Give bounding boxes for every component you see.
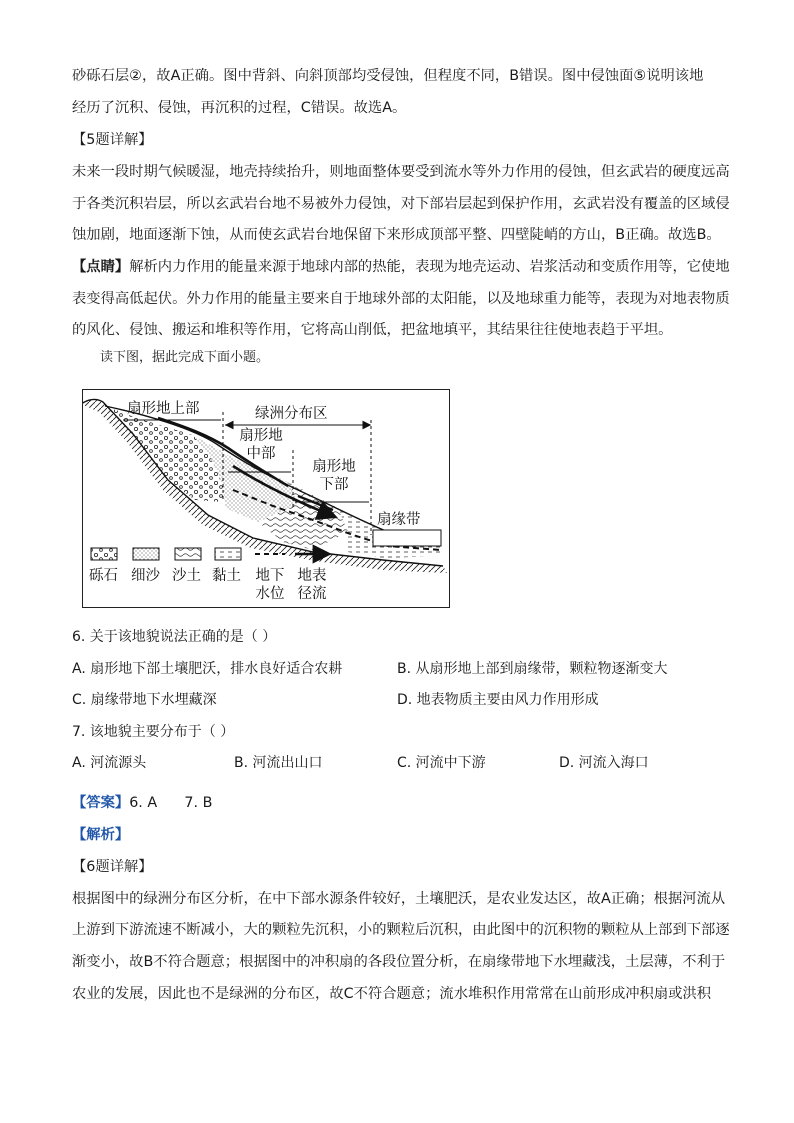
label-fan-upper: 扇形地上部 bbox=[127, 401, 200, 417]
text-line: 渐变小，故B不符合题意；根据图中的冲积扇的各段位置分析，在扇缘带地下水埋藏浅，土层薄，不利于 bbox=[72, 954, 726, 970]
question-7: 7. 该地貌主要分布于（ ） bbox=[72, 724, 235, 740]
text-line: 砂砾石层②，故A正确。图中背斜、向斜顶部均受侵蚀，但程度不同，B错误。图中侵蚀面⑤说明该地 bbox=[72, 68, 704, 84]
edge-box bbox=[373, 530, 441, 546]
q7-option-a: A. 河流源头 bbox=[72, 755, 147, 771]
alluvial-fan-diagram bbox=[82, 389, 450, 608]
dianjing-tag: 【点睛】 bbox=[72, 259, 130, 275]
legend-sand-label: 细沙 bbox=[131, 568, 160, 584]
answer-tag: 【答案】 bbox=[72, 795, 130, 811]
label-oasis-zone: 绿洲分布区 bbox=[255, 406, 328, 422]
text-line: 的风化、侵蚀、搬运和堆积等作用，它将高山削低，把盆地填平，其结果往往使地表趋于平坦。 bbox=[72, 322, 673, 338]
text-line: 蚀加剧，地面逐渐下蚀，从而使玄武岩台地保留下来形成顶部平整、四壁陡峭的方山，B正确。故选B。 bbox=[72, 227, 721, 243]
question-6: 6. 关于该地貌说法正确的是（ ） bbox=[72, 629, 277, 645]
legend-silt-label: 沙土 bbox=[172, 568, 201, 584]
text-line: 表变得高低起伏。外力作用的能量主要来自于地球外部的太阳能，以及地球重力能等，表现为对地表物质 bbox=[72, 291, 730, 307]
legend-clay-label: 黏土 bbox=[212, 568, 241, 584]
figure-intro: 读下图，据此完成下面小题。 bbox=[100, 350, 270, 365]
q6-option-a: A. 扇形地下部土壤肥沃，排水良好适合农耕 bbox=[72, 661, 343, 677]
legend-sand-swatch bbox=[133, 548, 159, 560]
q7-option-d: D. 河流入海口 bbox=[559, 755, 649, 771]
legend-gravel-label: 砾石 bbox=[89, 568, 118, 584]
q6-option-d: D. 地表物质主要由风力作用形成 bbox=[397, 692, 599, 708]
legend-runoff-label: 地表 径流 bbox=[297, 568, 327, 602]
text-line: 于各类沉积岩层，所以玄武岩台地不易被外力侵蚀，对下部岩层起到保护作用，玄武岩没有覆盖的区域侵 bbox=[72, 196, 730, 212]
q7-option-b: B. 河流出山口 bbox=[234, 755, 323, 771]
section-heading: 【6题详解】 bbox=[72, 859, 153, 875]
label-fan-edge: 扇缘带 bbox=[377, 512, 421, 528]
dianjing-text: 解析内力作用的能量来源于地球内部的热能，表现为地壳运动、岩浆活动和变质作用等，它使地 bbox=[129, 259, 730, 275]
q6-option-c: C. 扇缘带地下水埋藏深 bbox=[72, 692, 217, 708]
legend-clay-swatch bbox=[215, 548, 241, 560]
section-heading: 【5题详解】 bbox=[72, 132, 153, 148]
text-line: 未来一段时期气候暖湿，地壳持续抬升，则地面整体要受到流水等外力作用的侵蚀，但玄武岩的硬度远高 bbox=[72, 164, 730, 180]
text-line: 上游到下游流速不断减小，大的颗粒先沉积，小的颗粒后沉积，由此图中的沉积物的颗粒从上部到下部逐 bbox=[72, 922, 730, 938]
label-fan-lower: 扇形地 下部 bbox=[312, 459, 356, 493]
dianjing-line bbox=[72, 257, 730, 277]
q7-option-c: C. 河流中下游 bbox=[397, 755, 486, 771]
analysis-tag: 【解析】 bbox=[72, 827, 130, 843]
q6-option-b: B. 从扇形地上部到扇缘带，颗粒物逐渐变大 bbox=[397, 661, 668, 677]
answer-line bbox=[72, 793, 212, 813]
text-line: 根据图中的绿洲分布区分析，在中下部水源条件较好，土壤肥沃，是农业发达区，故A正确；根据河流从 bbox=[72, 891, 726, 907]
legend-gravel-swatch bbox=[91, 548, 117, 560]
label-fan-middle: 扇形地 中部 bbox=[239, 428, 283, 462]
legend-water-label: 地下 水位 bbox=[255, 568, 285, 602]
legend-silt-swatch bbox=[175, 548, 201, 560]
text-line: 经历了沉积、侵蚀，再沉积的过程，C错误。故选A。 bbox=[72, 100, 407, 116]
text-line: 农业的发展，因此也不是绿洲的分布区，故C不符合题意；流水堆积作用常常在山前形成冲积扇或洪积 bbox=[72, 986, 712, 1002]
answer-text: 6. A 7. B bbox=[129, 795, 213, 811]
